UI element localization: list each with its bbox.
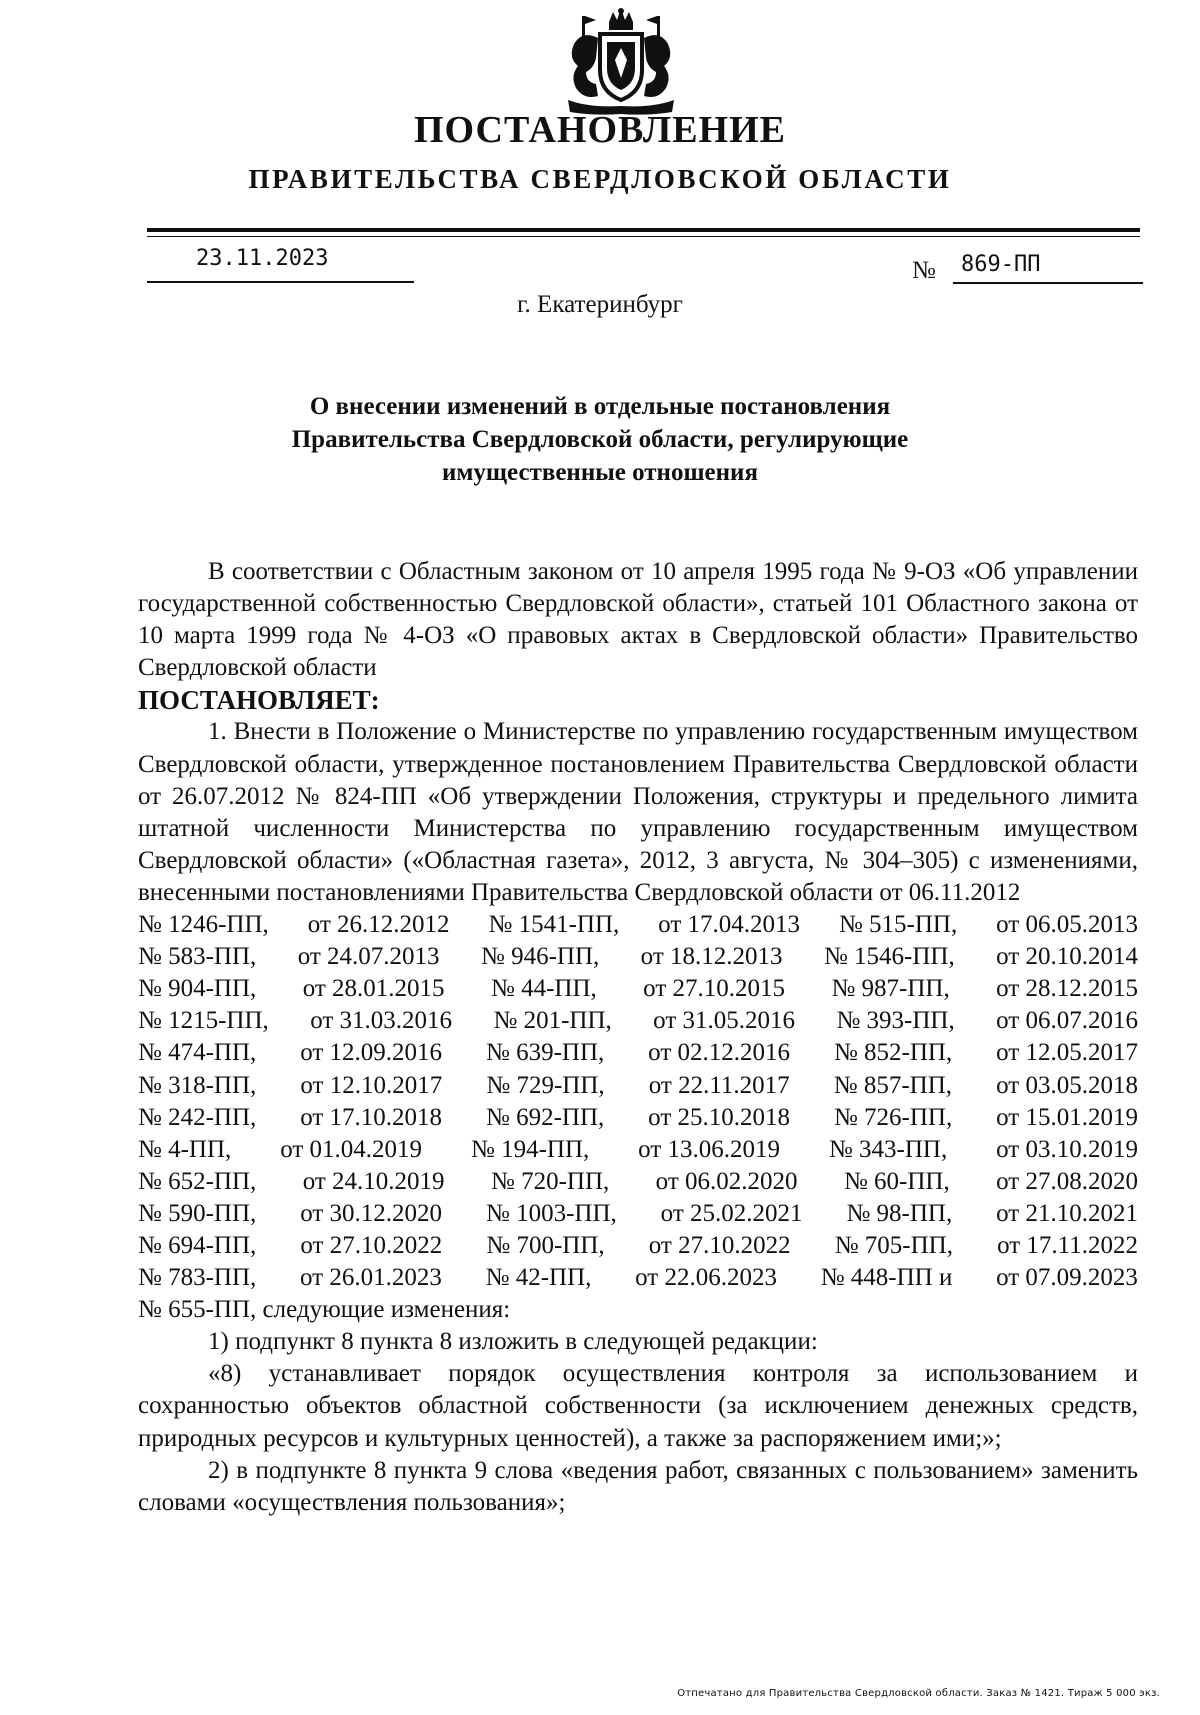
amendment-entry: № 194-ПП, — [470, 1135, 590, 1163]
header-divider-thick — [147, 228, 1140, 232]
decree-word: ПОСТАНОВЛЯЕТ: — [138, 685, 380, 716]
amendment-entry: № 946-ПП, — [480, 943, 600, 971]
amendment-entry: от 06.05.2013 — [996, 911, 1138, 939]
document-date: 23.11.2023 — [196, 246, 329, 271]
amendment-row — [138, 1102, 1138, 1134]
amendment-entry: № 783-ПП, — [138, 1264, 257, 1292]
subject-title-line: О внесении изменений в отдельные постановления — [309, 393, 891, 420]
amendment-row — [138, 1070, 1138, 1102]
subitem-1: 1) подпункт 8 пункта 8 изложить в следующей редакции: — [208, 1328, 818, 1356]
amendment-entry: от 30.12.2020 — [300, 1199, 443, 1227]
amendment-entry: № 1541-ПП, — [488, 911, 620, 939]
document-body — [138, 556, 1138, 1519]
amendment-entry: от 07.09.2023 — [996, 1264, 1138, 1292]
amendment-row — [138, 909, 1138, 941]
amendment-row — [138, 1134, 1138, 1166]
amendment-entry: от 27.10.2015 — [643, 975, 786, 1003]
subitem-2: 2) в подпункте 8 пункта 9 слова «ведения работ, связанных с пользованием» заменить словами «осуществления пользования»; — [138, 1456, 1138, 1516]
subject-title-line: Правительства Свердловской области, регулирующие — [291, 426, 909, 453]
amendment-entry: № 639-ПП, — [485, 1039, 605, 1067]
amendment-entry: от 27.10.2022 — [648, 1231, 791, 1259]
amendment-entry: от 15.01.2019 — [996, 1103, 1138, 1131]
amendment-entry: № 726-ПП, — [833, 1103, 953, 1131]
amendment-entry: № 393-ПП, — [836, 1007, 955, 1035]
document-subject-title — [0, 390, 1200, 489]
number-underline — [953, 282, 1143, 284]
amendment-entry: от 24.07.2013 — [297, 943, 440, 971]
amendment-entry: от 18.12.2013 — [640, 943, 783, 971]
amendment-row — [138, 1166, 1138, 1198]
amendment-entry: от 12.09.2016 — [300, 1039, 443, 1067]
amendment-entry: № 590-ПП, — [138, 1199, 257, 1227]
amendment-entry: № 1003-ПП, — [485, 1199, 617, 1227]
amendment-entry: № 201-ПП, — [493, 1007, 612, 1035]
amendment-entry: от 21.10.2021 — [996, 1199, 1138, 1227]
amendment-entry: № 448-ПП и — [820, 1264, 953, 1292]
preamble-paragraph: В соответствии с Областным законом от 10 апреля 1995 года № 9-ОЗ «Об управлении государственной собственностью Свердловской области», статьей 101 Областного закона от 10 марта 1999 года № 4-ОЗ «О правовых актах в Свердловской области» Правительство Свердловской области — [138, 558, 1138, 682]
amendment-entry: от 12.10.2017 — [300, 1071, 443, 1099]
document-type-title: ПОСТАНОВЛЕНИЕ — [413, 109, 787, 151]
amendment-entry: № 98-ПП, — [846, 1199, 953, 1227]
amendment-entry: № 44-ПП, — [490, 975, 597, 1003]
amendment-entry: от 17.04.2013 — [658, 911, 801, 939]
amendment-row — [138, 1037, 1138, 1069]
amendment-entry: № 1215-ПП, — [138, 1007, 269, 1035]
amendment-entry: от 03.10.2019 — [996, 1135, 1138, 1163]
city: г. Екатеринбург — [517, 291, 683, 318]
amendment-entry: № 343-ПП, — [828, 1135, 948, 1163]
amendment-entry: от 22.06.2023 — [635, 1264, 777, 1292]
amendment-entry: № 729-ПП, — [486, 1071, 605, 1099]
amendment-entry: от 06.02.2020 — [655, 1167, 798, 1195]
subject-title-line: имущественные отношения — [442, 459, 758, 486]
amendment-entry: от 02.12.2016 — [648, 1039, 791, 1067]
item-1-ending: № 655-ПП, следующие изменения: — [138, 1296, 511, 1324]
amendment-entry: от 01.04.2019 — [280, 1135, 423, 1163]
amendment-row — [138, 973, 1138, 1005]
number-sign: № — [912, 257, 936, 284]
amendment-entry: от 27.10.2022 — [300, 1231, 443, 1259]
amendment-entry: от 20.10.2014 — [996, 943, 1138, 971]
amendment-entry: от 31.03.2016 — [310, 1007, 453, 1035]
amendment-entry: от 17.10.2018 — [300, 1103, 443, 1131]
amendment-entry: № 60-ПП, — [843, 1167, 950, 1195]
amendment-entry: от 06.07.2016 — [996, 1007, 1138, 1035]
date-underline — [147, 281, 414, 283]
amendment-entry: № 904-ПП, — [138, 975, 257, 1003]
document-number: 869-ПП — [961, 252, 1041, 277]
amendment-entry: № 705-ПП, — [834, 1231, 953, 1259]
amendment-entry: № 242-ПП, — [138, 1103, 257, 1131]
amendment-row — [138, 1230, 1138, 1262]
amendment-entry: № 987-ПП, — [831, 975, 950, 1003]
amendment-entry: от 17.11.2022 — [997, 1231, 1138, 1259]
amendment-entry: от 12.05.2017 — [996, 1039, 1138, 1067]
amendment-entry: № 318-ПП, — [138, 1071, 257, 1099]
amendment-row — [138, 1262, 1138, 1294]
amendment-entry: № 852-ПП, — [833, 1039, 953, 1067]
amendment-entry: от 24.10.2019 — [302, 1167, 445, 1195]
amendment-entry: от 03.05.2018 — [996, 1071, 1138, 1099]
coat-of-arms-emblem — [560, 8, 682, 116]
amendment-entry: № 692-ПП, — [485, 1103, 605, 1131]
amendment-entry: № 694-ПП, — [138, 1231, 257, 1259]
amendment-entry: от 26.12.2012 — [307, 911, 450, 939]
amendment-entry: от 13.06.2019 — [638, 1135, 781, 1163]
subitem-1-quote: «8) устанавливает порядок осуществления контроля за использованием и сохранностью объектов областной собственности (за исключением денежных средств, природных ресурсов и культурных ценностей), а также за распоряжением ими;»; — [138, 1360, 1138, 1452]
amendment-row — [138, 941, 1138, 973]
amendment-entry: от 25.02.2021 — [660, 1199, 803, 1227]
item-1-paragraph: 1. Внести в Положение о Министерстве по управлению государственным имуществом Свердловской области, утвержденное постановлением Правительства Свердловской области от 26.07.2012 № 824-ПП «Об утверждении Положения, структуры и предельного лимита штатной численности Министерства по управлению государственным имуществом Свердловской области» («Областная газета», 2012, 3 августа, № 304–305) с изменениями, внесенными постановлениями Правительства Свердловской области от 06.11.2012 — [138, 718, 1138, 906]
amendment-row — [138, 1198, 1138, 1230]
amendment-entry: № 1246-ПП, — [138, 911, 269, 939]
amendment-entry: от 22.11.2017 — [648, 1071, 790, 1099]
amendment-entry: № 583-ПП, — [138, 943, 257, 971]
amendment-entry: № 474-ПП, — [138, 1039, 257, 1067]
amendment-entry: от 28.12.2015 — [996, 975, 1138, 1003]
amendment-entry: № 720-ПП, — [490, 1167, 610, 1195]
amendment-entry: № 4-ПП, — [138, 1135, 232, 1163]
amendment-entry: от 26.01.2023 — [300, 1264, 442, 1292]
amendments-list — [138, 909, 1138, 1294]
issuing-authority: ПРАВИТЕЛЬСТВА СВЕРДЛОВСКОЙ ОБЛАСТИ — [248, 164, 952, 194]
amendment-entry: № 857-ПП, — [833, 1071, 953, 1099]
amendment-entry: от 25.10.2018 — [648, 1103, 791, 1131]
amendment-entry: № 42-ПП, — [485, 1264, 592, 1292]
amendment-entry: № 515-ПП, — [838, 911, 958, 939]
amendment-entry: № 1546-ПП, — [823, 943, 955, 971]
amendment-entry: № 700-ПП, — [486, 1231, 605, 1259]
amendment-entry: от 27.08.2020 — [996, 1167, 1138, 1195]
amendment-entry: № 652-ПП, — [138, 1167, 257, 1195]
header-divider-thin — [147, 236, 1140, 237]
amendment-row — [138, 1005, 1138, 1037]
amendment-entry: от 28.01.2015 — [302, 975, 445, 1003]
print-note: Отпечатано для Правительства Свердловской области. Заказ № 1421. Тираж 5 000 экз. — [677, 1688, 1160, 1699]
amendment-entry: от 31.05.2016 — [653, 1007, 796, 1035]
